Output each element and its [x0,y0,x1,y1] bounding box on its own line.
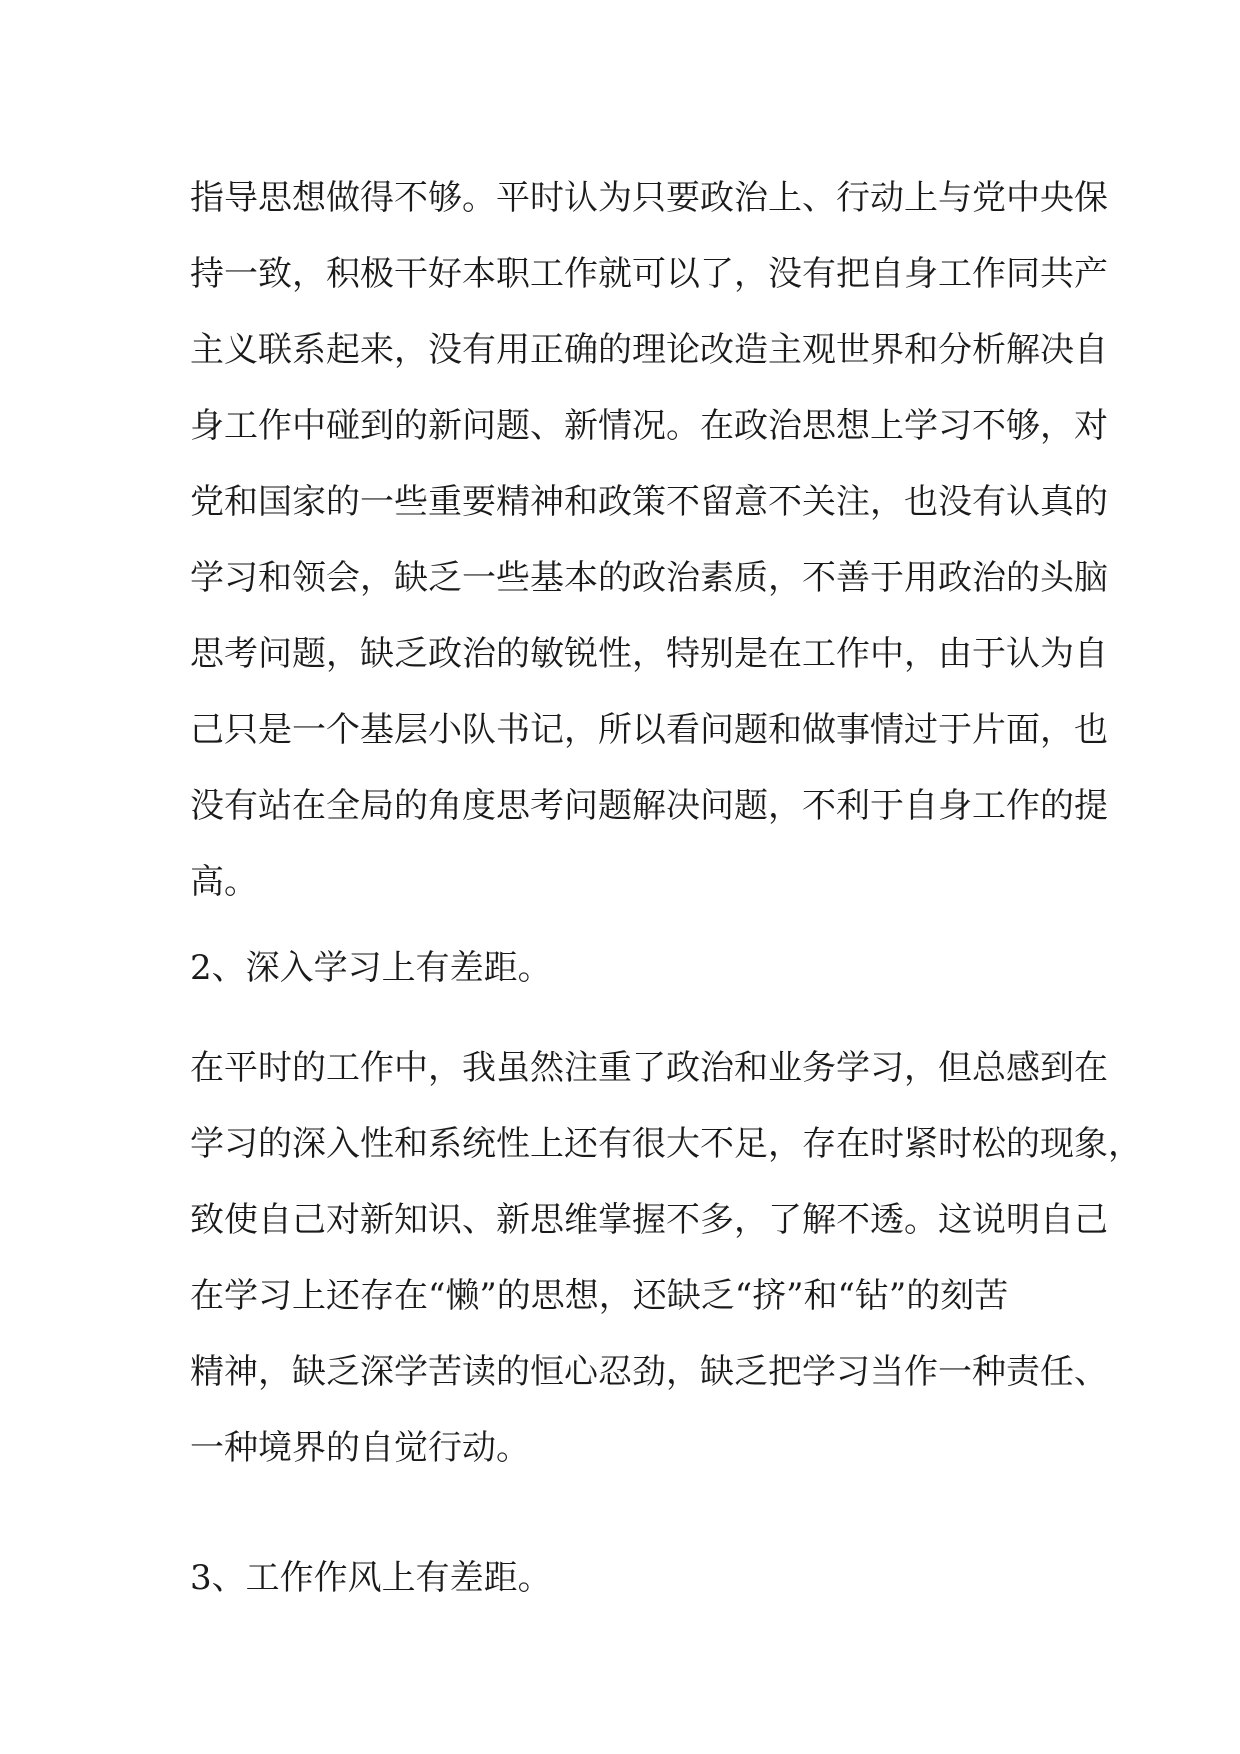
section-heading-2 [190,930,1070,1006]
paragraph-line: 精神，缺乏深学苦读的恒心忍劲，缺乏把学习当作一种责任、 [190,1352,1108,1392]
paragraph-line: 没有站在全局的角度思考问题解决问题，不利于自身工作的提 [190,786,1108,826]
paragraph-line: 指导思想做得不够。平时认为只要政治上、行动上与党中央保 [190,178,1108,218]
heading-text: 3、工作作风上有差距。 [190,1558,552,1598]
paragraph-line: 党和国家的一些重要精神和政策不留意不关注，也没有认真的 [190,482,1108,522]
paragraph-learning-gap [190,1030,1142,1486]
paragraph-line: 高。 [190,862,258,902]
paragraph-line: 身工作中碰到的新问题、新情况。在政治思想上学习不够，对 [190,406,1108,446]
paragraph-line: 学习的深入性和系统性上还有很大不足，存在时紧时松的现象， [190,1124,1142,1164]
paragraph-political-thought [190,160,1108,920]
paragraph-line: 持一致，积极干好本职工作就可以了，没有把自身工作同共产 [190,254,1108,294]
paragraph-line: 学习和领会，缺乏一些基本的政治素质，不善于用政治的头脑 [190,558,1108,598]
paragraph-line: 己只是一个基层小队书记，所以看问题和做事情过于片面，也 [190,710,1108,750]
paragraph-line: 在学习上还存在“懒”的思想，还缺乏“挤”和“钻”的刻苦 [190,1276,1009,1316]
paragraph-line: 在平时的工作中，我虽然注重了政治和业务学习，但总感到在 [190,1048,1108,1088]
paragraph-line: 致使自己对新知识、新思维掌握不多，了解不透。这说明自己 [190,1200,1108,1240]
paragraph-line: 一种境界的自觉行动。 [190,1428,530,1468]
paragraph-line: 思考问题，缺乏政治的敏锐性，特别是在工作中，由于认为自 [190,634,1108,674]
paragraph-line: 主义联系起来，没有用正确的理论改造主观世界和分析解决自 [190,330,1108,370]
section-heading-3 [190,1540,1070,1616]
heading-text: 2、深入学习上有差距。 [190,948,552,988]
